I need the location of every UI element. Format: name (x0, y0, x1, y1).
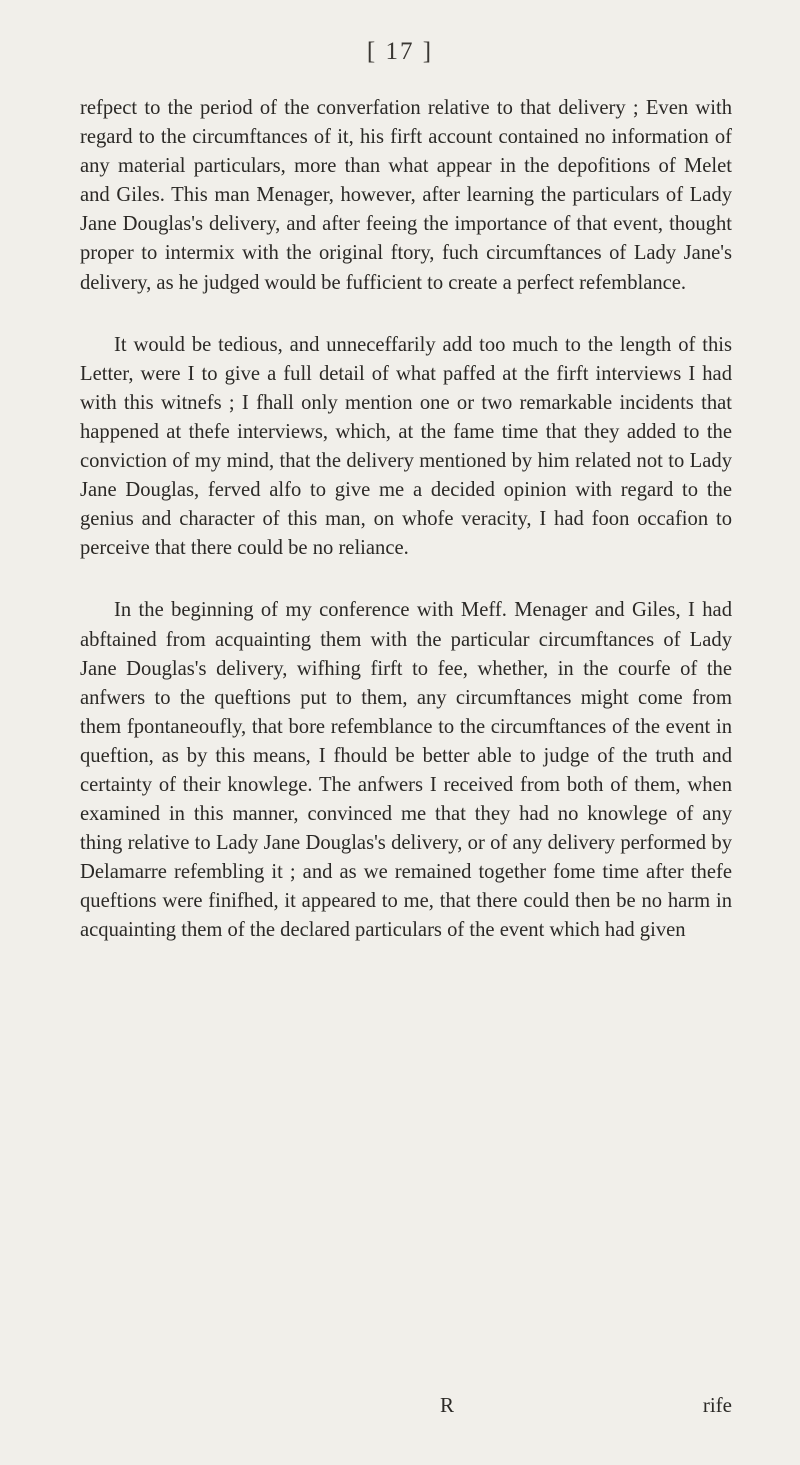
signature-mark: R (440, 1393, 455, 1417)
paragraph-1: refpect to the period of the converfation relative to that delivery ; Even with regard to the circumftances of it, his firft account contained no information of any material particulars, more than what appear in the depofitions of Melet and Giles. This man Menager, however, after learning the particulars of Lady Jane Douglas's delivery, and after feeing the importance of that event, thought proper to intermix with the original ftory, fuch circumftances of Lady Jane's delivery, as he judged would be fufficient to create a perfect refemblance. (80, 97, 732, 294)
paragraph-3: In the beginning of my conference with Meff. Menager and Giles, I had abftained from acquainting them with the particular circumftances of Lady Jane Douglas's delivery, wifhing firft to fee, whether, in the courfe of the anfwers to the queftions put to them, any circumftances might come from them fpontaneoufly, that bore refemblance to the circumftances of the event in queftion, as by this means, I fhould be better able to judge of the truth and certainty of their knowlege. The anfwers I received from both of them, when examined in this manner, convinced me that they had no knowlege of any thing relative to Lady Jane Douglas's delivery, or of any delivery performed by Delamarre refembling it ; and as we remained together fome time after thefe queftions were finifhed, it appeared to me, that there could then be no harm in acquainting them of the declared particulars of the event which had given (80, 599, 732, 942)
paragraph-2: It would be tedious, and unneceffarily add too much to the length of this Letter, were I to give a full detail of what paffed at the firft interviews I had with this witnefs ; I fhall only mention one or two remarkable incidents that happened at thefe interviews, which, at the fame time that they added to the conviction of my mind, that the delivery mentioned by him related not to Lady Jane Douglas, ferved alfo to give me a decided opinion with regard to the genius and character of this man, on whofe veracity, I had foon occafion to perceive that there could be no reliance. (80, 333, 732, 560)
body-text (80, 94, 732, 946)
catchword: rife (702, 1393, 732, 1417)
page-footer (80, 1393, 732, 1423)
page-number: [ 17 ] (366, 38, 434, 65)
